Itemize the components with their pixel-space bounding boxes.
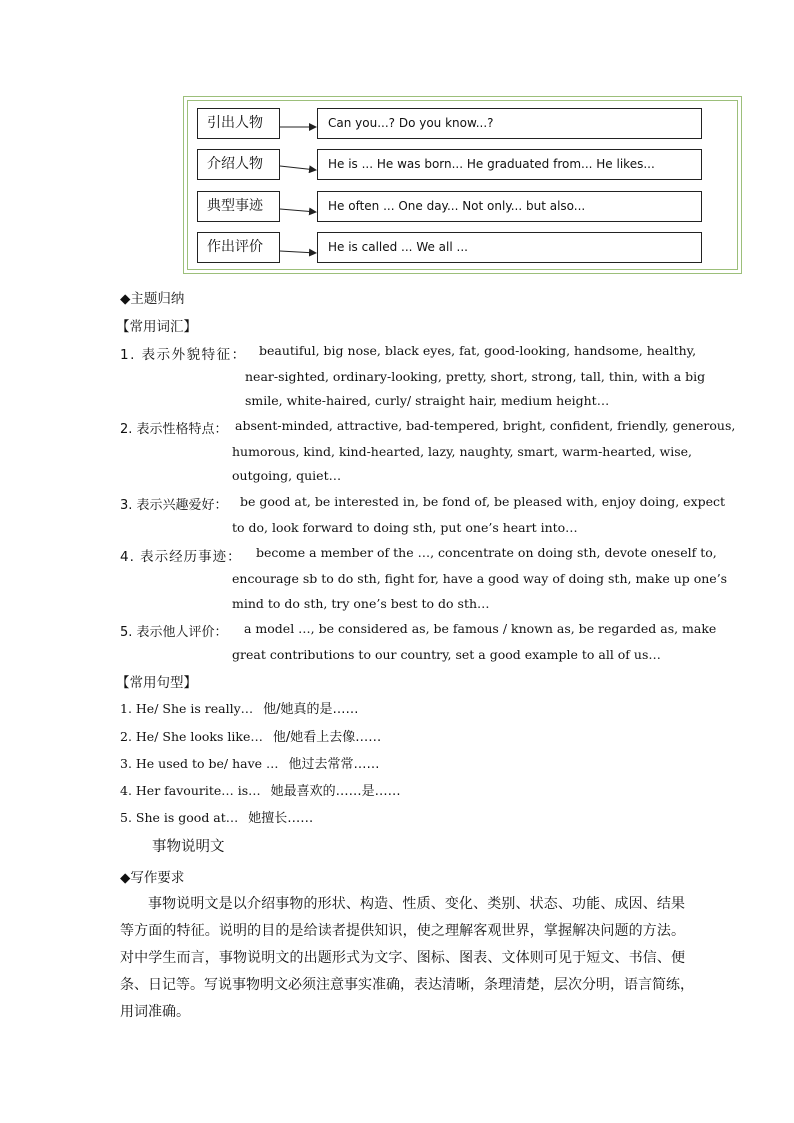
sentence-zh-4: 她最喜欢的……是…… [270, 784, 401, 799]
flow-label-3: 典型事迹 [197, 191, 280, 222]
sentence-zh-2: 他/她看上去像…… [272, 730, 382, 745]
sentence-en-5: 5. She is good at… [120, 810, 239, 825]
sentence-en-2: 2. He/ She looks like… [120, 729, 263, 744]
vocab-line-3-1: be good at, be interested in, be fond of, be pleased with, enjoy doing, expect [240, 494, 726, 509]
sentence-zh-1: 他/她真的是…… [263, 702, 359, 717]
vocab-line-3-2: to do, look forward to doing sth, put one’s heart into… [232, 520, 578, 535]
sentence-zh-3: 他过去常常…… [288, 757, 380, 772]
vocab-line-5-2: great contributions to our country, set a good example to all of us… [232, 647, 661, 662]
vocab-label-2: 2. 表示性格特点： [120, 422, 228, 437]
sentence-en-1: 1. He/ She is really… [120, 701, 254, 716]
sentence-zh-5: 她擅长…… [248, 811, 314, 826]
vocab-line-1-3: smile, white-haired, curly/ straight hair, medium height… [245, 393, 610, 408]
sentence-row-4 [120, 780, 401, 799]
vocab-line-1-1: beautiful, big nose, black eyes, fat, good-looking, handsome, healthy, [259, 343, 697, 358]
writing-line-5: 用词准确。 [120, 1004, 190, 1020]
vocab-line-2-3: outgoing, quiet… [232, 468, 342, 483]
vocab-line-4-1: become a member of the …, concentrate on doing sth, devote oneself to, [256, 545, 717, 560]
vocab-line-2-2: humorous, kind, kind-hearted, lazy, naughty, smart, warm-hearted, wise, [232, 444, 693, 459]
sentence-en-4: 4. Her favourite… is… [120, 783, 261, 798]
flow-label-2: 介绍人物 [197, 149, 280, 180]
vocab-label-4: 4. 表示经历事迹： [120, 549, 242, 565]
flow-text-4: He is called ... We all ... [317, 232, 702, 263]
flow-text-1: Can you...? Do you know...? [317, 108, 702, 139]
flow-text-2: He is ... He was born... He graduated from... He likes... [317, 149, 702, 180]
flow-label-1: 引出人物 [197, 108, 280, 139]
vocab-label-3: 3. 表示兴趣爱好： [120, 498, 228, 513]
sentence-row-1 [120, 698, 359, 717]
sentence-row-5 [120, 807, 313, 826]
sentence-en-3: 3. He used to be/ have … [120, 756, 279, 771]
writing-heading: ◆写作要求 [120, 870, 185, 886]
vocab-line-1-2: near-sighted, ordinary-looking, pretty, short, strong, tall, thin, with a big [245, 369, 706, 384]
theme-heading: ◆主题归纳 [120, 291, 185, 307]
vocab-line-4-3: mind to do sth, try one’s best to do sth… [232, 596, 490, 611]
sentence-row-2 [120, 726, 381, 745]
writing-line-4: 条、日记等。写说事物明文必须注意事实准确，表达清晰，条理清楚，层次分明，语言简练， [120, 977, 694, 993]
writing-line-2: 等方面的特征。说明的目的是给读者提供知识，使之理解客观世界，掌握解决问题的方法。 [120, 923, 685, 939]
flow-text-3: He often ... One day... Not only... but also... [317, 191, 702, 222]
vocab-label-5: 5. 表示他人评价： [120, 625, 228, 640]
writing-line-1: 事物说明文是以介绍事物的形状、构造、性质、变化、类别、状态、功能、成因、结果 [148, 896, 685, 912]
vocab-line-5-1: a model …, be considered as, be famous / known as, be regarded as, make [244, 621, 717, 636]
writing-line-3: 对中学生而言，事物说明文的出题形式为文字、图标、图表、文体则可见于短文、书信、便 [120, 950, 685, 966]
vocab-line-4-2: encourage sb to do sth, fight for, have a good way of doing sth, make up one’s [232, 571, 728, 586]
flow-label-4: 作出评价 [197, 232, 280, 263]
section-title: 事物说明文 [152, 839, 225, 855]
vocab-heading: 【常用词汇】 [116, 319, 197, 335]
vocab-label-1: 1. 表示外貌特征： [120, 347, 247, 363]
vocab-line-2-1: absent-minded, attractive, bad-tempered, bright, confident, friendly, generous, [235, 418, 736, 433]
sentence-heading: 【常用句型】 [116, 675, 197, 691]
sentence-row-3 [120, 753, 380, 772]
